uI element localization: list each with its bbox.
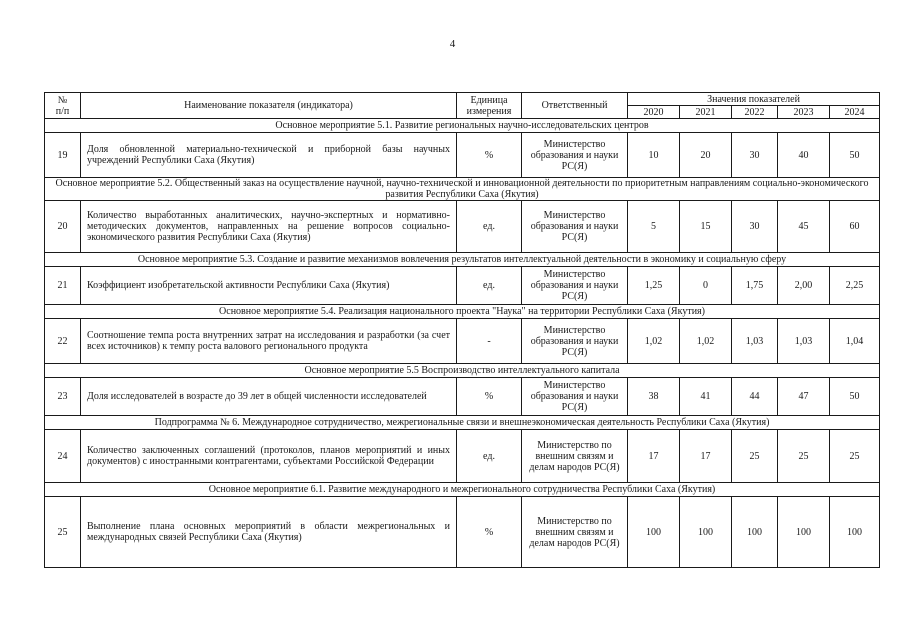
indicator-unit: %: [457, 497, 522, 568]
indicator-value: 25: [830, 430, 880, 483]
indicator-num: 23: [45, 378, 81, 416]
indicator-responsible: Министерство образования и науки РС(Я): [522, 319, 628, 364]
section-title: Основное мероприятие 5.3. Создание и развитие механизмов вовлечения результатов интеллектуальной деятельности в экономику и социальную сферу: [45, 253, 880, 267]
indicator-row: [45, 378, 880, 416]
indicator-value: 100: [778, 497, 830, 568]
indicator-value: 1,03: [778, 319, 830, 364]
indicator-name: Количество выработанных аналитических, научно-экспертных и нормативно-методических документов, направленных на решение вопросов социально-экономического развития Республики Саха (Якутия): [81, 201, 457, 253]
indicator-name: Доля исследователей в возрасте до 39 лет в общей численности исследователей: [81, 378, 457, 416]
header-unit-line1: Единица: [470, 94, 508, 106]
indicator-num: 19: [45, 133, 81, 178]
indicator-responsible: Министерство по внешним связям и делам народов РС(Я): [522, 430, 628, 483]
indicator-num: 20: [45, 201, 81, 253]
indicator-value: 45: [778, 201, 830, 253]
section-title: Подпрограмма № 6. Международное сотрудничество, межрегиональные связи и внешнеэкономическая деятельность Республики Саха (Якутия): [45, 416, 880, 430]
indicator-value: 41: [680, 378, 732, 416]
indicator-value: 0: [680, 267, 732, 305]
indicator-value: 1,75: [732, 267, 778, 305]
indicator-value: 47: [778, 378, 830, 416]
indicator-unit: %: [457, 133, 522, 178]
section-row: [45, 178, 880, 201]
indicator-value: 17: [628, 430, 680, 483]
indicator-value: 44: [732, 378, 778, 416]
indicator-row: [45, 497, 880, 568]
page-number: 4: [449, 38, 456, 50]
indicator-row: [45, 133, 880, 178]
indicator-unit: ед.: [457, 201, 522, 253]
indicator-unit: ед.: [457, 267, 522, 305]
header-name-cell: Наименование показателя (индикатора): [81, 93, 457, 119]
indicator-row: [45, 319, 880, 364]
indicator-num: 25: [45, 497, 81, 568]
indicator-value: 100: [732, 497, 778, 568]
header-row: [45, 93, 880, 106]
indicator-num: 24: [45, 430, 81, 483]
section-title: Основное мероприятие 5.4. Реализация национального проекта "Наука" на территории Республики Саха (Якутия): [45, 305, 880, 319]
section-row: [45, 119, 880, 133]
indicator-value: 60: [830, 201, 880, 253]
indicator-num: 21: [45, 267, 81, 305]
indicator-name: Коэффициент изобретательской активности Республики Саха (Якутия): [81, 267, 457, 305]
section-title: Основное мероприятие 5.1. Развитие региональных научно-исследовательских центров: [45, 119, 880, 133]
indicator-value: 17: [680, 430, 732, 483]
indicator-responsible: Министерство образования и науки РС(Я): [522, 201, 628, 253]
section-row: [45, 483, 880, 497]
header-values-title: Значения показателей: [628, 93, 880, 106]
header-responsible-cell: Ответственный: [522, 93, 628, 119]
section-row: [45, 305, 880, 319]
indicator-responsible: Министерство образования и науки РС(Я): [522, 267, 628, 305]
indicator-value: 25: [732, 430, 778, 483]
header-unit-cell: [457, 93, 522, 119]
indicator-value: 1,02: [628, 319, 680, 364]
indicator-name: Выполнение плана основных мероприятий в области межрегиональных и международных связей Республики Саха (Якутия): [81, 497, 457, 568]
indicator-value: 100: [830, 497, 880, 568]
indicator-value: 20: [680, 133, 732, 178]
indicator-responsible: Министерство по внешним связям и делам народов РС(Я): [522, 497, 628, 568]
indicator-value: 38: [628, 378, 680, 416]
section-row: [45, 416, 880, 430]
indicator-value: 30: [732, 201, 778, 253]
indicator-value: 1,02: [680, 319, 732, 364]
header-num-line2: п/п: [55, 105, 70, 117]
table-body: [45, 93, 880, 568]
indicator-value: 5: [628, 201, 680, 253]
indicator-row: [45, 201, 880, 253]
indicator-value: 50: [830, 378, 880, 416]
header-year: 2023: [778, 106, 830, 119]
header-year: 2020: [628, 106, 680, 119]
indicator-value: 1,25: [628, 267, 680, 305]
indicator-value: 50: [830, 133, 880, 178]
indicator-name: Количество заключенных соглашений (протоколов, планов мероприятий и иных документов) с иностранными контрагентами, субъектами Российской Федерации: [81, 430, 457, 483]
indicator-value: 10: [628, 133, 680, 178]
section-row: [45, 253, 880, 267]
indicator-unit: %: [457, 378, 522, 416]
indicator-row: [45, 267, 880, 305]
indicator-value: 1,03: [732, 319, 778, 364]
indicator-name: Соотношение темпа роста внутренних затрат на исследования и разработки (за счет всех источников) к темпу роста валового регионального продукта: [81, 319, 457, 364]
indicator-responsible: Министерство образования и науки РС(Я): [522, 378, 628, 416]
section-title: Основное мероприятие 5.2. Общественный заказ на осуществление научной, научно-технической и инновационной деятельности по приоритетным направлениям социально-экономического развития Республики Саха (Якутия): [45, 178, 880, 201]
indicator-value: 100: [628, 497, 680, 568]
indicators-table: [44, 92, 880, 568]
header-year: 2021: [680, 106, 732, 119]
section-title: Основное мероприятие 5.5 Воспроизводство интеллектуального капитала: [45, 364, 880, 378]
header-num-line1: №: [57, 94, 68, 106]
indicator-value: 2,00: [778, 267, 830, 305]
header-year: 2022: [732, 106, 778, 119]
indicator-value: 1,04: [830, 319, 880, 364]
indicator-value: 25: [778, 430, 830, 483]
indicator-responsible: Министерство образования и науки РС(Я): [522, 133, 628, 178]
header-unit-line2: измерения: [466, 105, 512, 117]
indicator-num: 22: [45, 319, 81, 364]
indicator-row: [45, 430, 880, 483]
section-title: Основное мероприятие 6.1. Развитие международного и межрегионального сотрудничества Республики Саха (Якутия): [45, 483, 880, 497]
header-year: 2024: [830, 106, 880, 119]
indicator-value: 100: [680, 497, 732, 568]
header-num-cell: [45, 93, 81, 119]
indicator-name: Доля обновленной материально-технической и приборной базы научных учреждений Республики Саха (Якутия): [81, 133, 457, 178]
indicator-unit: ед.: [457, 430, 522, 483]
section-row: [45, 364, 880, 378]
indicator-value: 40: [778, 133, 830, 178]
indicator-value: 2,25: [830, 267, 880, 305]
indicator-value: 15: [680, 201, 732, 253]
indicator-unit: -: [457, 319, 522, 364]
indicator-value: 30: [732, 133, 778, 178]
